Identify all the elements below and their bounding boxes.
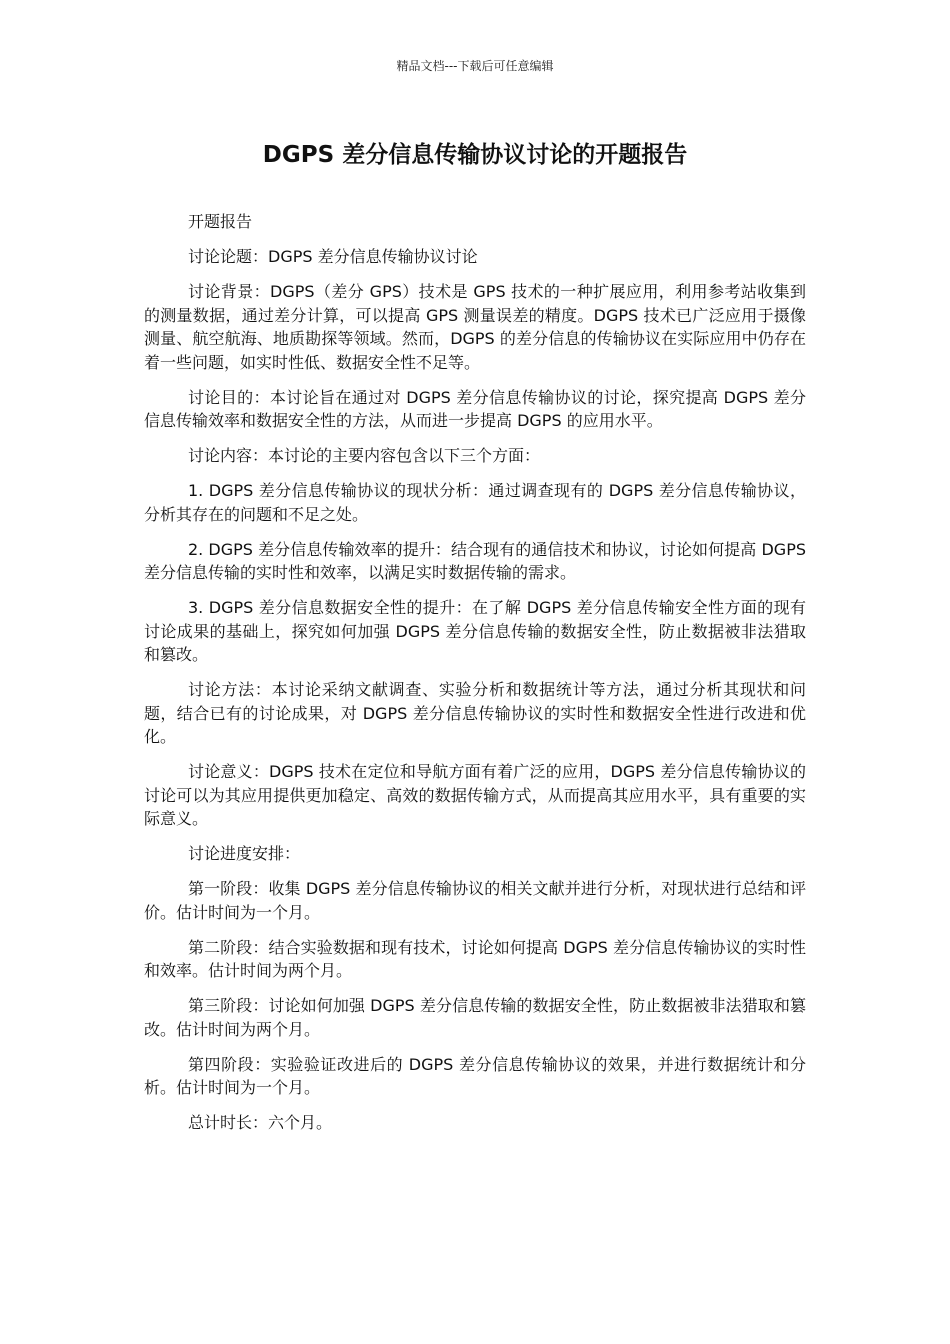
paragraph-content-item-1: 1. DGPS 差分信息传输协议的现状分析：通过调查现有的 DGPS 差分信息传输协议，分析其存在的问题和不足之处。	[144, 481, 806, 524]
paragraph-topic: 讨论论题：DGPS 差分信息传输协议讨论	[188, 247, 478, 266]
paragraph-schedule-intro: 讨论进度安排：	[188, 844, 301, 863]
paragraph-stage-1: 第一阶段：收集 DGPS 差分信息传输协议的相关文献并进行分析，对现状进行总结和评价。估计时间为一个月。	[144, 879, 806, 922]
paragraph-content-item-3: 3. DGPS 差分信息数据安全性的提升：在了解 DGPS 差分信息传输安全性方面的现有讨论成果的基础上，探究如何加强 DGPS 差分信息传输的数据安全性，防止数据被非法猎取和篡改。	[144, 598, 806, 664]
paragraph-background: 讨论背景：DGPS（差分 GPS）技术是 GPS 技术的一种扩展应用，利用参考站收集到的测量数据，通过差分计算，可以提高 GPS 测量误差的精度。DGPS 技术已广泛应用于摄像测量、航空航海、地质勘探等领域。然而，DGPS 的差分信息的传输协议在实际应用中仍存在着一些问题，如实时性低、数据安全性不足等。	[144, 282, 806, 372]
page-header: 精品文档---下载后可任意编辑	[396, 59, 554, 73]
paragraph-method: 讨论方法：本讨论采纳文献调查、实验分析和数据统计等方法，通过分析其现状和问题，结合已有的讨论成果，对 DGPS 差分信息传输协议的实时性和数据安全性进行改进和优化。	[144, 680, 806, 746]
paragraph-purpose: 讨论目的：本讨论旨在通过对 DGPS 差分信息传输协议的讨论，探究提高 DGPS 差分信息传输效率和数据安全性的方法，从而进一步提高 DGPS 的应用水平。	[144, 387, 806, 430]
paragraph-stage-3: 第三阶段：讨论如何加强 DGPS 差分信息传输的数据安全性，防止数据被非法猎取和篡改。估计时间为两个月。	[144, 996, 806, 1039]
paragraph-content-intro: 讨论内容：本讨论的主要内容包含以下三个方面：	[188, 446, 541, 465]
paragraph-stage-2: 第二阶段：结合实验数据和现有技术，讨论如何提高 DGPS 差分信息传输协议的实时性和效率。估计时间为两个月。	[144, 937, 806, 980]
document-body	[144, 210, 806, 1146]
paragraph-significance: 讨论意义：DGPS 技术在定位和导航方面有着广泛的应用，DGPS 差分信息传输协议的讨论可以为其应用提供更加稳定、高效的数据传输方式，从而提高其应用水平，具有重要的实际意义。	[144, 762, 806, 828]
document-title: DGPS 差分信息传输协议讨论的开题报告	[262, 142, 688, 168]
paragraph-content-item-2: 2. DGPS 差分信息传输效率的提升：结合现有的通信技术和协议，讨论如何提高 DGPS 差分信息传输的实时性和效率，以满足实时数据传输的需求。	[144, 539, 806, 582]
paragraph-heading: 开题报告	[188, 212, 253, 231]
paragraph-stage-4: 第四阶段：实验验证改进后的 DGPS 差分信息传输协议的效果，并进行数据统计和分析。估计时间为一个月。	[144, 1054, 806, 1097]
paragraph-total-duration: 总计时长：六个月。	[188, 1113, 333, 1132]
